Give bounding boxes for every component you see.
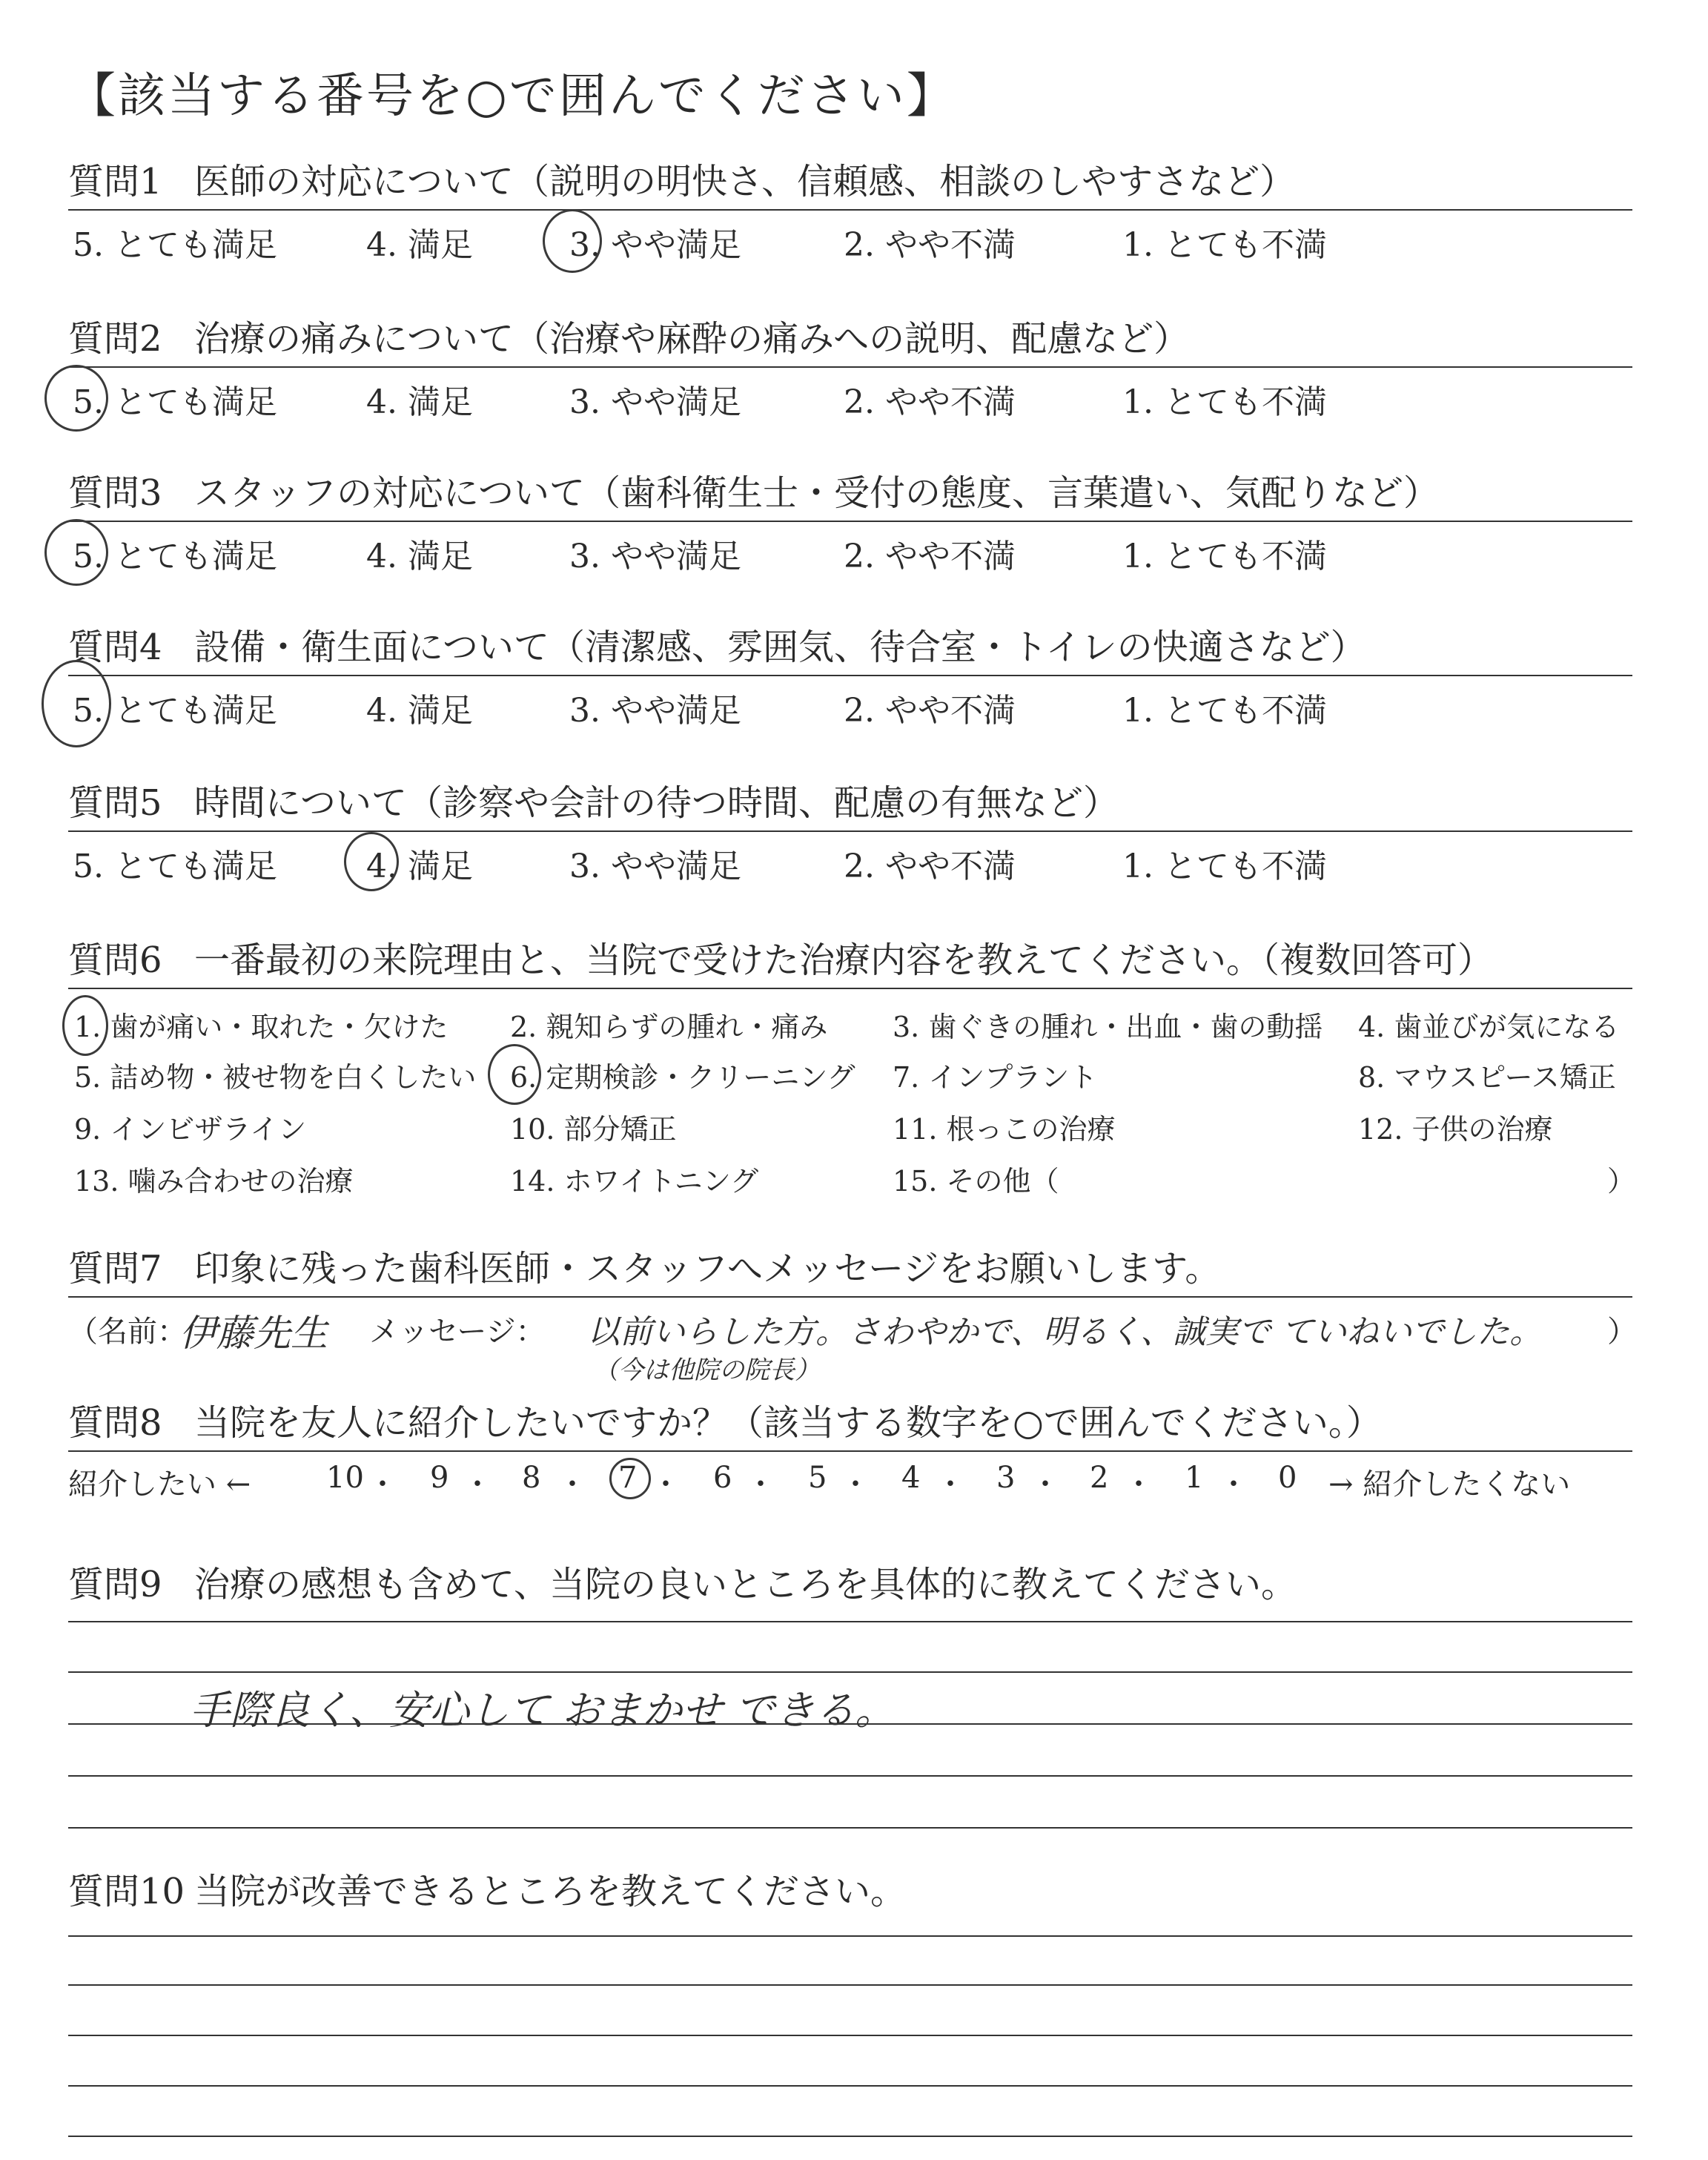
question-text: 治療の感想も含めて、当院の良いところを具体的に教えてください。 [194, 1564, 1297, 1605]
selection-circle [488, 1044, 541, 1105]
reason-option[interactable]: 4. 歯並びが気になる [1358, 1011, 1620, 1043]
question-10 [68, 1867, 1632, 1916]
recommend-scale: 紹介したい ← 10 ・ 9 ・ 8 ・ 7 ・ 6 ・ 5 ・ 4 ・ 3 ・ 2 ・ 1 ・ 0 → 紹介したくない [68, 1452, 1632, 1504]
question-text: 時間について（診察や会計の待つ時間、配慮の有無など） [194, 782, 1119, 824]
question-number: 質問5 [68, 782, 162, 824]
question-text: スタッフの対応について（歯科衛生士・受付の態度、言葉遣い、気配りなど） [194, 472, 1440, 514]
message-value: 以前いらした方。さわやかで、明るく、誠実で ていねいでした。 [587, 1313, 1543, 1351]
name-value: 伊藤先生 [179, 1312, 328, 1355]
rating-option-4[interactable]: 4. 満足 [366, 692, 473, 730]
question-number: 質問8 [68, 1402, 162, 1444]
question-text: 一番最初の来院理由と、当院で受けた治療内容を教えてください。（複数回答可） [194, 939, 1494, 981]
question-text: 当院を友人に紹介したいですか？（該当する数字を○で囲んでください。） [194, 1402, 1382, 1444]
reason-option[interactable]: 5. 詰め物・被せ物を白くしたい [74, 1061, 477, 1094]
rating-option-5[interactable]: 5. とても満足 [73, 848, 277, 885]
reason-option[interactable]: 11. 根っこの治療 [893, 1113, 1116, 1146]
reason-option[interactable]: 12. 子供の治療 [1358, 1113, 1553, 1146]
scale-value[interactable]: 9 [430, 1461, 449, 1495]
selection-circle [44, 519, 108, 586]
message-label: メッセージ： [369, 1315, 546, 1349]
message-note: （今は他院の院長） [593, 1355, 820, 1385]
question-number: 質問7 [68, 1248, 162, 1289]
rating-option-2[interactable]: 2. やや不満 [844, 538, 1016, 575]
reason-option[interactable]: 1. 歯が痛い・取れた・欠けた [74, 1011, 448, 1043]
scale-value[interactable]: 7 [618, 1461, 638, 1495]
answer-line [68, 2085, 1632, 2087]
scale-value[interactable]: 5 [808, 1461, 827, 1495]
reason-option-other[interactable]: 15. その他（ [893, 1165, 1059, 1198]
selection-circle [44, 365, 108, 432]
scale-value[interactable]: 8 [522, 1461, 541, 1495]
rating-option-1[interactable]: 1. とても不満 [1122, 226, 1327, 264]
question-5 [68, 779, 1632, 885]
message-field[interactable] [68, 1298, 1637, 1387]
question-8 [68, 1398, 1632, 1504]
rating-options [68, 832, 1632, 885]
answer-line [68, 1827, 1632, 1829]
question-4 [68, 623, 1632, 730]
selection-circle [62, 995, 108, 1056]
scale-value[interactable]: 3 [996, 1461, 1016, 1495]
reason-option[interactable]: 2. 親知らずの腫れ・痛み [510, 1011, 828, 1043]
question-number: 質問9 [68, 1564, 162, 1605]
rating-option-5[interactable]: 5. とても満足 [73, 226, 277, 264]
scale-left-label: 紹介したい ← [68, 1467, 251, 1502]
rating-option-2[interactable]: 2. やや不満 [844, 848, 1016, 885]
question-1 [68, 157, 1632, 264]
answer-line [68, 1671, 1632, 1673]
answer-line [68, 1621, 1632, 1622]
answer-line [68, 1723, 1632, 1725]
rating-option-1[interactable]: 1. とても不満 [1122, 848, 1327, 885]
rating-option-5[interactable]: 5. とても満足 [73, 383, 277, 421]
scale-value[interactable]: 6 [713, 1461, 732, 1495]
selection-circle [543, 209, 602, 273]
question-number: 質問6 [68, 939, 162, 981]
question-number: 質問4 [68, 627, 162, 668]
scale-value[interactable]: 4 [901, 1461, 921, 1495]
scale-value[interactable]: 1 [1185, 1461, 1204, 1495]
other-close-paren: ） [1607, 1165, 1636, 1198]
question-7 [68, 1244, 1637, 1387]
rating-options [68, 676, 1632, 730]
rating-option-3[interactable]: 3. やや満足 [569, 692, 741, 730]
question-number: 質問2 [68, 318, 162, 360]
answer-line [68, 1775, 1632, 1777]
reason-option[interactable]: 14. ホワイトニング [510, 1165, 759, 1198]
rating-option-3[interactable]: 3. やや満足 [569, 383, 741, 421]
question-number: 質問3 [68, 472, 162, 514]
question-9 [68, 1560, 1632, 1609]
rating-option-3[interactable]: 3. やや満足 [569, 848, 741, 885]
reason-option[interactable]: 9. インビザライン [74, 1113, 307, 1146]
rating-option-4[interactable]: 4. 満足 [366, 848, 473, 885]
selection-circle [42, 660, 111, 747]
question-number: 質問1 [68, 161, 162, 202]
rating-option-2[interactable]: 2. やや不満 [844, 383, 1016, 421]
rating-options [68, 211, 1632, 264]
reason-option[interactable]: 7. インプラント [893, 1061, 1098, 1094]
name-label: （名前： [68, 1315, 187, 1349]
answer-line [68, 2136, 1632, 2137]
scale-right-label: → 紹介したくない [1328, 1467, 1571, 1502]
message-close-paren: ） [1607, 1315, 1637, 1349]
selection-circle [609, 1458, 651, 1499]
rating-option-3[interactable]: 3. やや満足 [569, 538, 741, 575]
question-6 [68, 936, 1636, 1204]
rating-option-5[interactable]: 5. とても満足 [73, 538, 277, 575]
rating-option-1[interactable]: 1. とても不満 [1122, 538, 1327, 575]
rating-option-2[interactable]: 2. やや不満 [844, 226, 1016, 264]
rating-option-2[interactable]: 2. やや不満 [844, 692, 1016, 730]
rating-options [68, 522, 1632, 575]
rating-option-5[interactable]: 5. とても満足 [73, 692, 277, 730]
rating-option-4[interactable]: 4. 満足 [366, 226, 473, 264]
rating-option-1[interactable]: 1. とても不満 [1122, 692, 1327, 730]
question-3 [68, 469, 1632, 575]
question-text: 印象に残った歯科医師・スタッフへメッセージをお願いします。 [194, 1248, 1221, 1289]
reason-option[interactable]: 10. 部分矯正 [510, 1113, 677, 1146]
answer-line [68, 1984, 1632, 1986]
reason-option[interactable]: 3. 歯ぐきの腫れ・出血・歯の動揺 [893, 1011, 1323, 1043]
question-number: 質問10 [68, 1871, 185, 1912]
rating-option-3[interactable]: 3. やや満足 [569, 226, 741, 264]
reason-option[interactable]: 6. 定期検診・クリーニング [510, 1061, 855, 1094]
answer-line [68, 2035, 1632, 2036]
reason-option[interactable]: 8. マウスピース矯正 [1358, 1061, 1616, 1094]
answer-line [68, 1935, 1632, 1937]
selection-circle [344, 832, 399, 891]
question-text: 設備・衛生面について（清潔感、雰囲気、待合室・トイレの快適さなど） [194, 627, 1366, 668]
reason-options [68, 989, 1636, 1204]
rating-option-4[interactable]: 4. 満足 [366, 538, 473, 575]
question-text: 治療の痛みについて（治療や麻酔の痛みへの説明、配慮など） [194, 318, 1190, 360]
rating-options [68, 368, 1632, 421]
scale-value[interactable]: 0 [1278, 1461, 1297, 1495]
page-title: 【該当する番号を○で囲んでください】 [68, 69, 956, 124]
scale-value[interactable]: 2 [1090, 1461, 1109, 1495]
rating-option-1[interactable]: 1. とても不満 [1122, 383, 1327, 421]
rating-option-4[interactable]: 4. 満足 [366, 383, 473, 421]
question-text: 医師の対応について（説明の明快さ、信頼感、相談のしやすさなど） [194, 161, 1296, 202]
question-text: 当院が改善できるところを教えてください。 [194, 1871, 907, 1912]
question-2 [68, 314, 1632, 421]
reason-option[interactable]: 13. 噛み合わせの治療 [74, 1165, 354, 1198]
q9-answer: 手際良く、安心して おまかせ できる。 [190, 1687, 896, 1734]
scale-value[interactable]: 10 [326, 1461, 364, 1495]
